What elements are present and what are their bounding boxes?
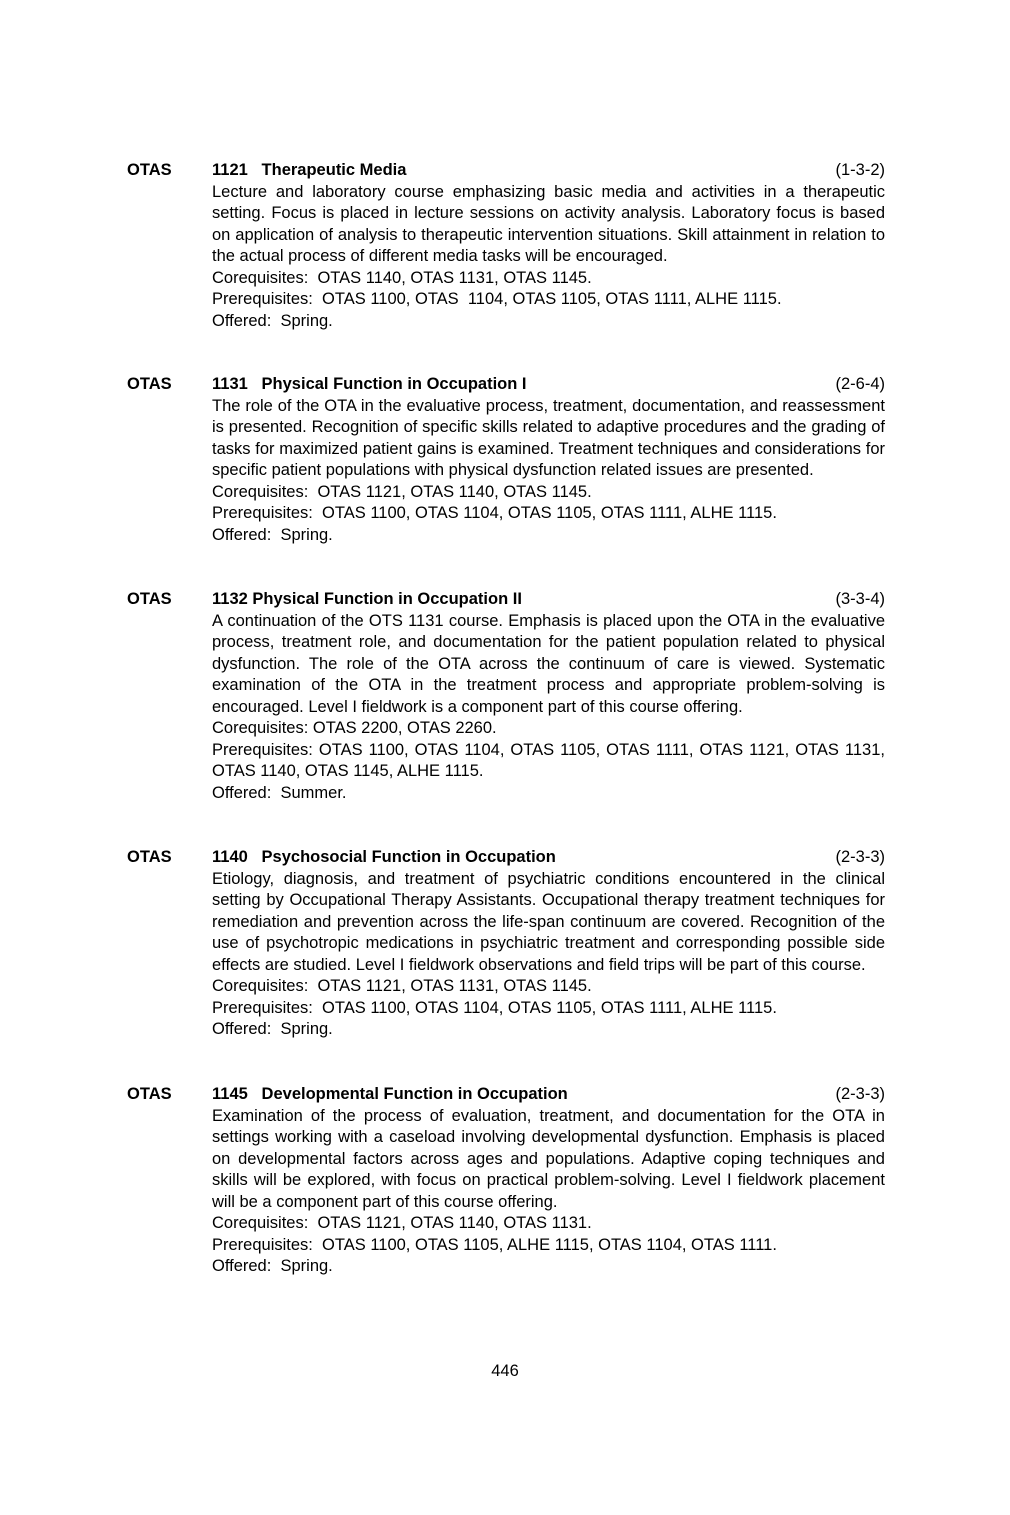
course-body [212, 1106, 885, 1278]
course-number-title: 1132 Physical Function in Occupation II [212, 590, 522, 608]
course-description: Etiology, diagnosis, and treatment of psychiatric conditions encountered in the clinical setting by Occupational Therapy Assistants. Occupational therapy treatment techniques for remediation and prevention across the life-span continuum are covered. Recognition of the use of psychotropic medications in psychiatric treatment and corresponding possible side effects are studied. Level I fieldwork observations and field trips will be part of this course. [212, 869, 885, 974]
course-hours: (2-6-4) [835, 375, 885, 393]
course-prerequisites: Prerequisites: OTAS 1100, OTAS 1104, OTAS 1105, OTAS 1111, OTAS 1121, OTAS 1131, OTAS 1140, OTAS 1145, ALHE 1115. [212, 740, 885, 780]
course-body [212, 611, 885, 805]
course-prerequisites: Prerequisites: OTAS 1100, OTAS 1104, OTAS 1105, OTAS 1111, ALHE 1115. [212, 290, 782, 308]
course-body [212, 182, 885, 333]
course-number-title: 1140 Psychosocial Function in Occupation [212, 848, 556, 866]
course-hours: (3-3-4) [835, 590, 885, 608]
course-prerequisites: Prerequisites: OTAS 1100, OTAS 1104, OTAS 1105, OTAS 1111, ALHE 1115. [212, 998, 777, 1017]
course-entry-otas-1121 [127, 160, 885, 332]
course-number-title: 1145 Developmental Function in Occupation [212, 1085, 568, 1103]
course-corequisites: Corequisites: OTAS 1121, OTAS 1131, OTAS 1145. [212, 977, 592, 995]
course-hours: (1-3-2) [835, 161, 885, 179]
course-header [127, 374, 885, 396]
course-number-title: 1131 Physical Function in Occupation I [212, 375, 527, 393]
course-header [127, 1084, 885, 1106]
course-department: OTAS [127, 1085, 172, 1103]
course-header [127, 589, 885, 611]
course-offered: Offered: Summer. [212, 783, 347, 802]
course-offered: Offered: Spring. [212, 1257, 333, 1275]
course-offered: Offered: Spring. [212, 525, 333, 544]
course-number-title: 1121 Therapeutic Media [212, 161, 407, 179]
course-entry-otas-1132 [127, 589, 885, 804]
course-corequisites: Corequisites: OTAS 1140, OTAS 1131, OTAS 1145. [212, 268, 592, 287]
course-description: Examination of the process of evaluation, treatment, and documentation for the OTA in settings working with a caseload involving developmental dysfunction. Emphasis is placed on developmental factors across ages and populations. Adaptive coping techniques and skills will be explored, with focus on practical problem-solving. Level I fieldwork placement will be a component part of this course offering. [212, 1106, 885, 1211]
course-department: OTAS [127, 848, 172, 866]
course-prerequisites: Prerequisites: OTAS 1100, OTAS 1105, ALHE 1115, OTAS 1104, OTAS 1111. [212, 1235, 777, 1254]
page-number: 446 [491, 1362, 519, 1380]
course-entry-otas-1131 [127, 374, 885, 546]
course-body [212, 869, 885, 1041]
course-description: Lecture and laboratory course emphasizing basic media and activities in a therapeutic setting. Focus is placed in lecture sessions on activity analysis. Laboratory focus is based on application of analysis to therapeutic intervention situations. Skill attainment in relation to the actual process of different media tasks will be encouraged. [212, 182, 885, 265]
course-corequisites: Corequisites: OTAS 2200, OTAS 2260. [212, 719, 497, 737]
course-header [127, 847, 885, 869]
course-department: OTAS [127, 161, 172, 179]
course-offered: Offered: Spring. [212, 311, 333, 330]
course-header [127, 160, 885, 182]
course-department: OTAS [127, 375, 172, 393]
course-entry-otas-1140 [127, 847, 885, 1041]
course-entry-otas-1145 [127, 1084, 885, 1278]
course-hours: (2-3-3) [835, 1085, 885, 1103]
course-department: OTAS [127, 590, 172, 608]
course-hours: (2-3-3) [835, 848, 885, 866]
course-description: A continuation of the OTS 1131 course. Emphasis is placed upon the OTA in the evaluative process, treatment role, and documentation for the patient population related to physical dysfunction. The role of the OTA across the continuum of care is viewed. Systematic examination of the OTA in the treatment process and appropriate problem-solving is encouraged. Level I fieldwork is a component part of this course offering. [212, 611, 885, 716]
course-offered: Offered: Spring. [212, 1020, 333, 1038]
course-corequisites: Corequisites: OTAS 1121, OTAS 1140, OTAS 1145. [212, 482, 592, 501]
course-body [212, 396, 885, 547]
course-description: The role of the OTA in the evaluative process, treatment, documentation, and reassessment is presented. Recognition of specific skills related to adaptive procedures and the grading of tasks for maximized patient gains is examined. Treatment techniques and considerations for specific patient populations with physical dysfunction related issues are presented. [212, 396, 885, 479]
course-corequisites: Corequisites: OTAS 1121, OTAS 1140, OTAS 1131. [212, 1214, 592, 1232]
course-prerequisites: Prerequisites: OTAS 1100, OTAS 1104, OTAS 1105, OTAS 1111, ALHE 1115. [212, 504, 777, 522]
